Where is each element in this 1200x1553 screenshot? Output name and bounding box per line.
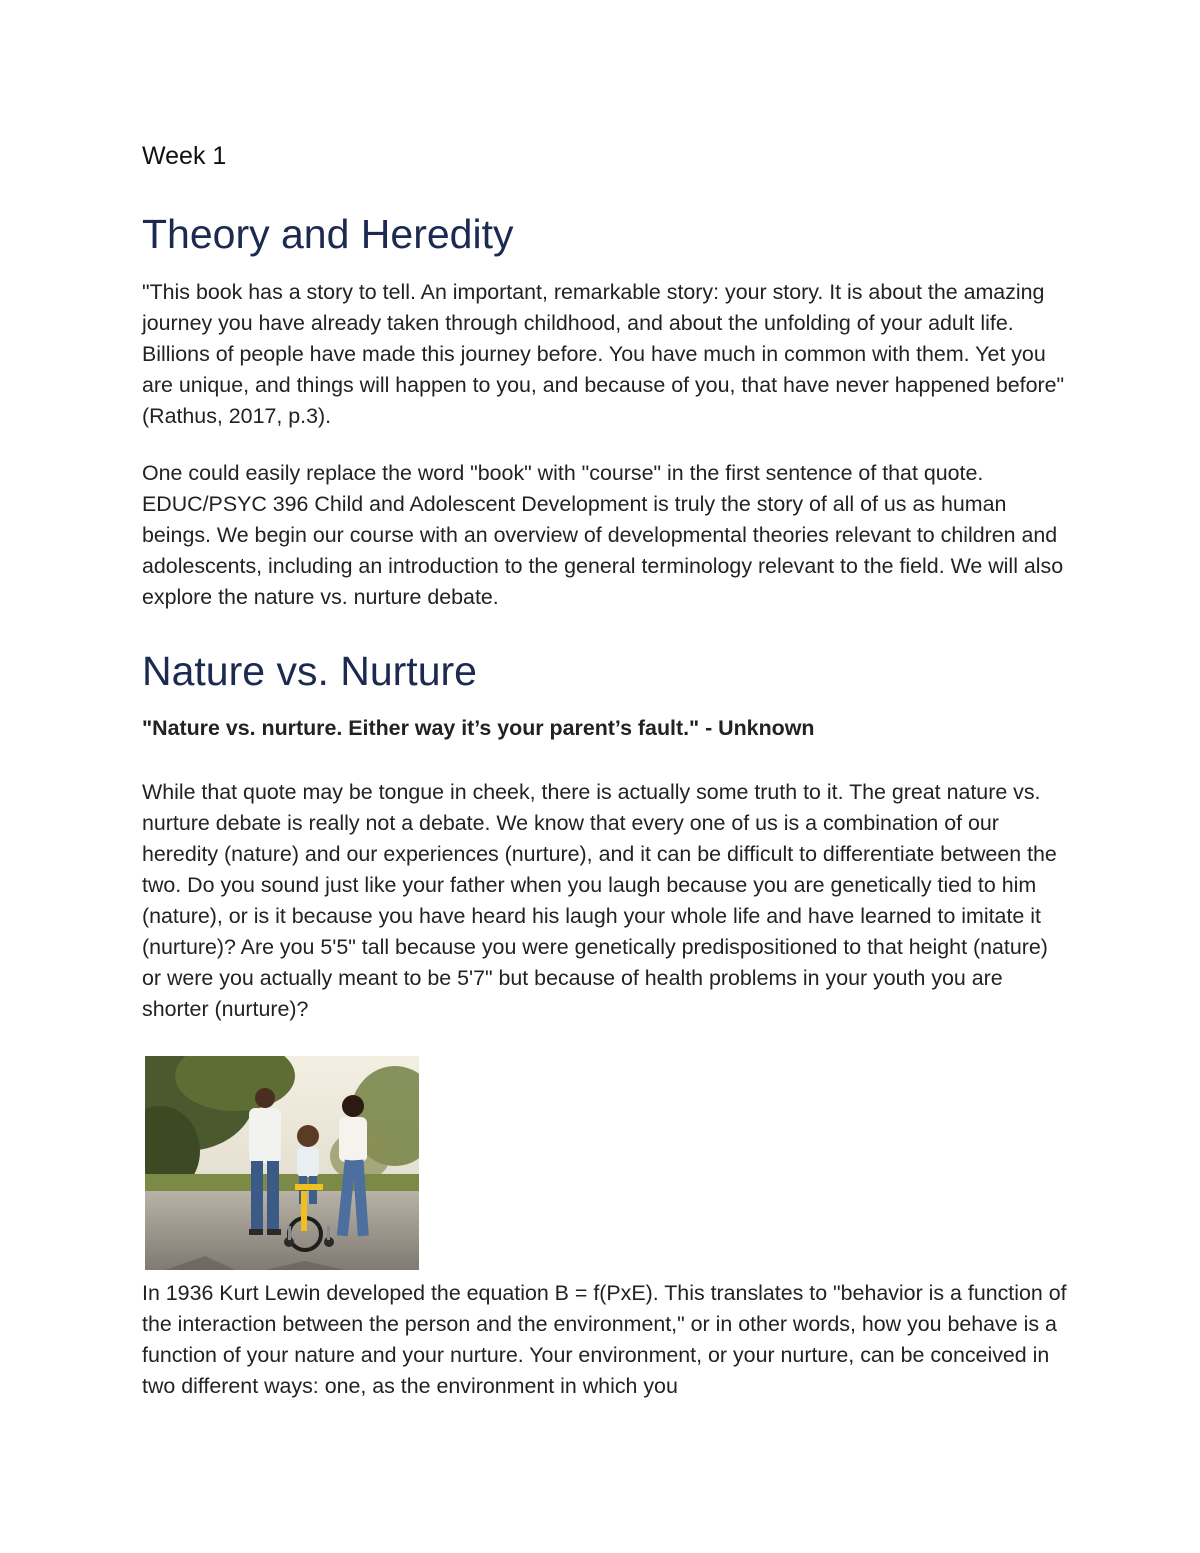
rathus-quote-paragraph: "This book has a story to tell. An important, remarkable story: your story. It is about the amazing journey you have already taken through childhood, and about the unfolding of your adult life. Billions of people have made this journey before. You have much in common with them. Yet you are unique, and things will happen to you, and because of you, that have never happened before" (Rathus, 2017, p.3). (142, 280, 1065, 428)
section-heading-nature-vs-nurture: Nature vs. Nurture (142, 648, 477, 694)
lewin-equation-paragraph: In 1936 Kurt Lewin developed the equation B = f(PxE). This translates to "behavior is a function of the interaction between the person and the environment," or in other words, how you behave is a function of your nature and your nurture. Your environment, or your nurture, can be conceived in two different ways: one, as the environment in which you (142, 1281, 1067, 1398)
section-heading-theory-and-heredity: Theory and Heredity (142, 211, 514, 257)
bold-quote: "Nature vs. nurture. Either way it’s your parent’s fault." - Unknown (142, 716, 815, 740)
week-label: Week 1 (142, 142, 227, 170)
nature-nurture-paragraph: While that quote may be tongue in cheek, there is actually some truth to it. The great nature vs. nurture debate is really not a debate. We know that every one of us is a combination of our heredity (nature) and our experiences (nurture), and it can be difficult to differentiate between the two. Do you sound just like your father when you laugh because you are genetically tied to him (nature), or is it because you have heard his laugh your whole life and have learned to imitate it (nurture)? Are you 5'5" tall because you were genetically predispositioned to that height (nature) or were you actually meant to be 5'7" but because of health problems in your youth you are shorter (nurture)? (142, 780, 1057, 1021)
course-intro-paragraph: One could easily replace the word "book" with "course" in the first sentence of that quote. EDUC/PSYC 396 Child and Adolescent Development is truly the story of all of us as human beings. We begin our course with an overview of developmental theories relevant to children and adolescents, including an introduction to the general terminology relevant to the field. We will also explore the nature vs. nurture debate. (142, 461, 1064, 609)
family-bike-photo (145, 1056, 419, 1270)
